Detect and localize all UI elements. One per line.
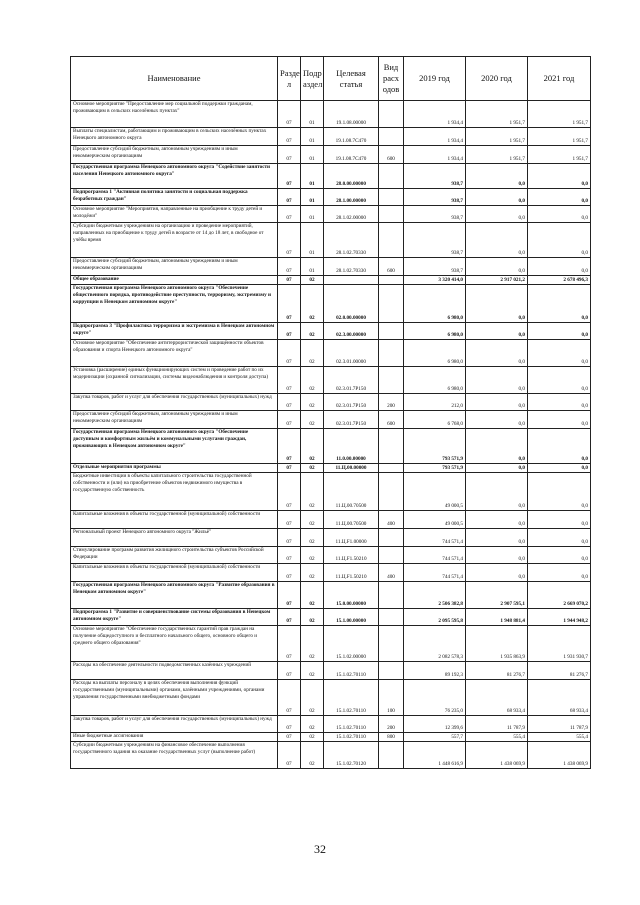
- row-vid: 600: [379, 146, 404, 164]
- row-2020: 0,0: [466, 189, 528, 206]
- row-name: Основное мероприятие "Мероприятия, направленные на приобщение к труду детей и молодёжи": [71, 206, 278, 223]
- row-vid: 200: [379, 716, 404, 733]
- row-podrazdel: 01: [301, 128, 324, 146]
- row-2020: 68 933,4: [466, 680, 528, 716]
- table-row: [71, 464, 591, 473]
- row-razdel: 07: [278, 276, 301, 285]
- row-razdel: 07: [278, 411, 301, 429]
- header-2021: 2021 год: [528, 57, 591, 101]
- table-row: [71, 582, 591, 609]
- row-razdel: 07: [278, 716, 301, 733]
- row-podrazdel: 02: [301, 662, 324, 680]
- row-podrazdel: 01: [301, 146, 324, 164]
- row-podrazdel: 02: [301, 394, 324, 411]
- row-razdel: 07: [278, 680, 301, 716]
- row-2019: 49 000,5: [404, 473, 466, 511]
- row-vid: [379, 547, 404, 564]
- row-name: Выплаты специалистам, работающим и проживающим в сельских населённых пунктах Ненецкого автономного округа: [71, 128, 278, 146]
- row-target: 19.1.08.00000: [324, 101, 379, 128]
- row-2021: 2 669 070,2: [528, 582, 591, 609]
- row-name: Общее образование: [71, 276, 278, 285]
- row-name: Иные бюджетные ассигнования: [71, 733, 278, 742]
- row-2020: 0,0: [466, 340, 528, 367]
- row-podrazdel: 02: [301, 323, 324, 340]
- row-target: 28.1.02.70330: [324, 223, 379, 258]
- row-2021: 0,0: [528, 206, 591, 223]
- row-vid: [379, 464, 404, 473]
- row-2019: 212,0: [404, 394, 466, 411]
- row-2020: 0,0: [466, 206, 528, 223]
- row-2020: 0,0: [466, 411, 528, 429]
- row-2020: 1 935 863,9: [466, 626, 528, 662]
- row-2020: 0,0: [466, 394, 528, 411]
- row-name: Основное мероприятие "Обеспечение антитеррористической защищённости объектов образования и спорта Ненецкого автономного округа": [71, 340, 278, 367]
- row-name: Государственная программа Ненецкого автономного округа "Обеспечение общественного порядка, противодействие преступности, терроризму, экстремизму и коррупции в Ненецком автономном округе": [71, 285, 278, 323]
- table-row: [71, 276, 591, 285]
- row-razdel: 07: [278, 547, 301, 564]
- row-2019: 2 095 595,8: [404, 609, 466, 626]
- row-target: 28.1.02.70330: [324, 258, 379, 276]
- row-name: Предоставление субсидий бюджетным, автономным учреждениям и иным некоммерческим организациям: [71, 258, 278, 276]
- row-2021: 0,0: [528, 223, 591, 258]
- row-2020: 81 276,7: [466, 662, 528, 680]
- row-razdel: 07: [278, 529, 301, 547]
- row-name: Расходы на обеспечение деятельности подведомственных казённых учреждений: [71, 662, 278, 680]
- row-2020: 0,0: [466, 223, 528, 258]
- row-2021: 0,0: [528, 464, 591, 473]
- row-2021: 0,0: [528, 411, 591, 429]
- row-2020: 1 951,7: [466, 101, 528, 128]
- row-2019: 938,7: [404, 206, 466, 223]
- row-podrazdel: 01: [301, 258, 324, 276]
- row-razdel: 07: [278, 323, 301, 340]
- row-target: 19.1.08.7С470: [324, 128, 379, 146]
- row-target: 11.Ц.00.70500: [324, 511, 379, 529]
- row-2021: 0,0: [528, 473, 591, 511]
- row-2021: 1 951,7: [528, 101, 591, 128]
- row-name: Субсидии бюджетным учреждениям на организацию и проведение мероприятий, направленных на приобщение к труду детей в возрасте от 14 до 18 лет, в свободное от учёбы время: [71, 223, 278, 258]
- row-name: Подпрограмма 3 "Профилактика терроризма и экстремизма в Ненецком автономном округе": [71, 323, 278, 340]
- row-target: 11.Ц.F1.50210: [324, 547, 379, 564]
- row-razdel: 07: [278, 101, 301, 128]
- row-podrazdel: 02: [301, 680, 324, 716]
- row-vid: [379, 223, 404, 258]
- row-2020: 11 787,9: [466, 716, 528, 733]
- row-podrazdel: 02: [301, 276, 324, 285]
- row-podrazdel: 02: [301, 733, 324, 742]
- table-row: [71, 680, 591, 716]
- row-target: 28.1.00.00000: [324, 189, 379, 206]
- row-2019: 938,7: [404, 258, 466, 276]
- row-razdel: 07: [278, 258, 301, 276]
- row-2019: 557,7: [404, 733, 466, 742]
- row-2020: 0,0: [466, 285, 528, 323]
- row-target: [324, 276, 379, 285]
- row-2019: 12 399,6: [404, 716, 466, 733]
- row-target: 11.0.00.00000: [324, 429, 379, 464]
- row-vid: [379, 101, 404, 128]
- row-2019: 6 980,0: [404, 340, 466, 367]
- row-target: 02.3.01.7Р150: [324, 411, 379, 429]
- table-row: [71, 429, 591, 464]
- header-row: [71, 57, 591, 101]
- row-2019: 6 980,0: [404, 323, 466, 340]
- row-target: 11.Ц.F1.00000: [324, 529, 379, 547]
- row-target: 15.1.02.70120: [324, 742, 379, 769]
- row-2019: 2 082 578,3: [404, 626, 466, 662]
- row-2021: 2 678 496,3: [528, 276, 591, 285]
- row-2020: 1 951,7: [466, 146, 528, 164]
- row-podrazdel: 01: [301, 189, 324, 206]
- table-row: [71, 128, 591, 146]
- row-2021: 68 933,4: [528, 680, 591, 716]
- row-podrazdel: 02: [301, 473, 324, 511]
- row-2021: 0,0: [528, 547, 591, 564]
- row-target: 02.3.00.00000: [324, 323, 379, 340]
- row-name: Закупка товаров, работ и услуг для обеспечения государственных (муниципальных) нужд: [71, 716, 278, 733]
- row-2021: 0,0: [528, 164, 591, 189]
- row-name: Государственная программа Ненецкого автономного округа "Обеспечение доступным и комфортным жильём и коммунальными услугами граждан, проживающих в Ненецком автономном округе": [71, 429, 278, 464]
- row-2019: 744 571,4: [404, 529, 466, 547]
- row-vid: [379, 367, 404, 394]
- row-2021: 0,0: [528, 511, 591, 529]
- row-vid: [379, 662, 404, 680]
- row-podrazdel: 02: [301, 547, 324, 564]
- row-name: Закупка товаров, работ и услуг для обеспечения государственных (муниципальных) нужд: [71, 394, 278, 411]
- row-name: Государственная программа Ненецкого автономного округа "Содействие занятости населения Ненецкого автономного округа": [71, 164, 278, 189]
- row-2019: 938,7: [404, 223, 466, 258]
- table-row: [71, 146, 591, 164]
- row-target: 02.3.01.7Р150: [324, 367, 379, 394]
- table-row: [71, 394, 591, 411]
- row-vid: 100: [379, 680, 404, 716]
- row-target: 02.3.01.7Р150: [324, 394, 379, 411]
- row-podrazdel: 01: [301, 206, 324, 223]
- row-2020: 2 917 021,2: [466, 276, 528, 285]
- row-2019: 3 320 414,0: [404, 276, 466, 285]
- row-vid: 200: [379, 394, 404, 411]
- row-2020: 0,0: [466, 367, 528, 394]
- row-2019: 938,7: [404, 189, 466, 206]
- row-target: 11.Ц.00.00000: [324, 464, 379, 473]
- row-2020: 0,0: [466, 429, 528, 464]
- row-podrazdel: 02: [301, 582, 324, 609]
- header-target: Целевая статья: [324, 57, 379, 101]
- row-podrazdel: 02: [301, 742, 324, 769]
- row-vid: [379, 276, 404, 285]
- row-2021: 0,0: [528, 529, 591, 547]
- row-podrazdel: 02: [301, 285, 324, 323]
- row-2020: 555,4: [466, 733, 528, 742]
- header-name: Наименование: [71, 57, 278, 101]
- row-target: 02.0.00.00000: [324, 285, 379, 323]
- row-2019: 744 571,4: [404, 547, 466, 564]
- row-vid: 400: [379, 511, 404, 529]
- row-vid: [379, 206, 404, 223]
- row-podrazdel: 02: [301, 411, 324, 429]
- table-row: [71, 547, 591, 564]
- budget-table: [70, 56, 591, 769]
- row-name: Предоставление субсидий бюджетным, автономным учреждениям и иным некоммерческим организациям: [71, 146, 278, 164]
- row-razdel: 07: [278, 564, 301, 582]
- row-2021: 0,0: [528, 367, 591, 394]
- row-2020: 0,0: [466, 564, 528, 582]
- row-vid: [379, 128, 404, 146]
- row-target: 15.1.02.70110: [324, 680, 379, 716]
- table-row: [71, 101, 591, 128]
- row-name: Предоставление субсидий бюджетным, автономным учреждениям и иным некоммерческим организациям: [71, 411, 278, 429]
- row-2019: 6 980,0: [404, 285, 466, 323]
- row-name: Основное мероприятие "Обеспечение государственных гарантий прав граждан на получение общедоступного и бесплатного начального общего, основного общего и среднего общего образования": [71, 626, 278, 662]
- row-target: 28.0.00.00000: [324, 164, 379, 189]
- row-name: Государственная программа Ненецкого автономного округа "Развитие образования в Ненецком автономном округе": [71, 582, 278, 609]
- table-row: [71, 626, 591, 662]
- table-row: [71, 564, 591, 582]
- table-row: [71, 223, 591, 258]
- header-podrazdel: Подр аздел: [301, 57, 324, 101]
- table-row: [71, 258, 591, 276]
- row-razdel: 07: [278, 582, 301, 609]
- row-2021: 0,0: [528, 394, 591, 411]
- row-target: 11.Ц.F1.50210: [324, 564, 379, 582]
- row-2019: 1 934,4: [404, 101, 466, 128]
- row-2021: 0,0: [528, 189, 591, 206]
- row-razdel: 07: [278, 609, 301, 626]
- table-row: [71, 285, 591, 323]
- header-2019: 2019 год: [404, 57, 466, 101]
- row-2021: 0,0: [528, 285, 591, 323]
- row-2021: 81 276,7: [528, 662, 591, 680]
- row-podrazdel: 01: [301, 101, 324, 128]
- row-name: Установка (расширение) единых функционирующих систем и проведение работ по их модернизации (охранной сигнализации, системы видеонаблюдения и контроля доступа): [71, 367, 278, 394]
- row-podrazdel: 02: [301, 716, 324, 733]
- row-2019: 1 448 616,9: [404, 742, 466, 769]
- row-name: Капитальные вложения в объекты государственной (муниципальной) собственности: [71, 511, 278, 529]
- row-2021: 555,4: [528, 733, 591, 742]
- table-row: [71, 609, 591, 626]
- row-razdel: 07: [278, 146, 301, 164]
- table-row: [71, 742, 591, 769]
- row-razdel: 07: [278, 473, 301, 511]
- row-podrazdel: 02: [301, 564, 324, 582]
- row-razdel: 07: [278, 285, 301, 323]
- table-row: [71, 716, 591, 733]
- row-vid: [379, 626, 404, 662]
- row-2019: 1 934,4: [404, 146, 466, 164]
- table-row: [71, 206, 591, 223]
- row-target: 15.1.02.70110: [324, 662, 379, 680]
- table-row: [71, 411, 591, 429]
- row-2020: 0,0: [466, 164, 528, 189]
- row-2019: 793 571,9: [404, 464, 466, 473]
- row-name: Основное мероприятие "Предоставление мер социальной поддержки гражданам, проживающим в сельских населённых пунктах": [71, 101, 278, 128]
- row-2021: 0,0: [528, 323, 591, 340]
- row-podrazdel: 02: [301, 609, 324, 626]
- row-podrazdel: 02: [301, 367, 324, 394]
- row-2020: 2 907 595,1: [466, 582, 528, 609]
- row-vid: [379, 323, 404, 340]
- row-2019: 76 235,0: [404, 680, 466, 716]
- row-name: Подпрограмма 1 "Активная политика занятости и социальная поддержка безработных граждан": [71, 189, 278, 206]
- row-vid: [379, 473, 404, 511]
- row-name: Расходы на выплаты персоналу в целях обеспечения выполнения функций государственными (муниципальными) органами, казёнными учреждениями, органами управления государственными внебюджетными фондами: [71, 680, 278, 716]
- row-2021: 1 951,7: [528, 128, 591, 146]
- row-target: 02.3.01.00000: [324, 340, 379, 367]
- row-vid: 600: [379, 411, 404, 429]
- row-vid: [379, 429, 404, 464]
- header-vid: Вид расх одов: [379, 57, 404, 101]
- row-razdel: 07: [278, 464, 301, 473]
- row-2019: 2 506 382,8: [404, 582, 466, 609]
- row-2020: 0,0: [466, 511, 528, 529]
- header-2020: 2020 год: [466, 57, 528, 101]
- row-vid: [379, 189, 404, 206]
- row-target: 11.Ц.00.70500: [324, 473, 379, 511]
- table-row: [71, 323, 591, 340]
- table-row: [71, 529, 591, 547]
- row-vid: [379, 340, 404, 367]
- budget-table-wrap: [70, 56, 590, 769]
- table-row: [71, 189, 591, 206]
- row-2021: 1 931 930,7: [528, 626, 591, 662]
- table-row: [71, 662, 591, 680]
- row-razdel: 07: [278, 394, 301, 411]
- row-2021: 0,0: [528, 258, 591, 276]
- row-target: 28.1.02.00000: [324, 206, 379, 223]
- row-vid: [379, 742, 404, 769]
- row-2020: 0,0: [466, 258, 528, 276]
- row-2020: 0,0: [466, 547, 528, 564]
- row-2019: 6 980,0: [404, 367, 466, 394]
- table-row: [71, 164, 591, 189]
- row-2021: 1 438 069,9: [528, 742, 591, 769]
- row-target: 15.1.00.00000: [324, 609, 379, 626]
- row-2020: 1 951,7: [466, 128, 528, 146]
- row-2019: 89 192,3: [404, 662, 466, 680]
- row-target: 19.1.08.7С470: [324, 146, 379, 164]
- row-name: Бюджетные инвестиции в объекты капитального строительства государственной собственности и (или) на приобретение объектов недвижимого имущества в государственную собственность: [71, 473, 278, 511]
- table-row: [71, 340, 591, 367]
- row-podrazdel: 01: [301, 223, 324, 258]
- row-podrazdel: 02: [301, 340, 324, 367]
- row-2021: 11 787,9: [528, 716, 591, 733]
- row-name: Подпрограмма 1 "Развитие и совершенствование системы образования в Ненецком автономном округе": [71, 609, 278, 626]
- row-name: Капитальные вложения в объекты государственной (муниципальной) собственности: [71, 564, 278, 582]
- header-razdel: Разде л: [278, 57, 301, 101]
- table-row: [71, 473, 591, 511]
- row-2020: 0,0: [466, 464, 528, 473]
- row-name: Отдельные мероприятия программы: [71, 464, 278, 473]
- row-podrazdel: 02: [301, 464, 324, 473]
- row-vid: [379, 285, 404, 323]
- row-target: 15.1.02.70110: [324, 733, 379, 742]
- row-vid: [379, 609, 404, 626]
- row-2019: 6 768,0: [404, 411, 466, 429]
- row-razdel: 07: [278, 340, 301, 367]
- row-2019: 1 934,4: [404, 128, 466, 146]
- row-2020: 0,0: [466, 323, 528, 340]
- row-2020: 0,0: [466, 473, 528, 511]
- row-podrazdel: 02: [301, 529, 324, 547]
- row-podrazdel: 01: [301, 164, 324, 189]
- row-2019: 938,7: [404, 164, 466, 189]
- row-razdel: 07: [278, 223, 301, 258]
- table-row: [71, 511, 591, 529]
- row-target: 15.1.02.00000: [324, 626, 379, 662]
- row-2019: 793 571,9: [404, 429, 466, 464]
- row-2021: 1 944 948,2: [528, 609, 591, 626]
- row-razdel: 07: [278, 429, 301, 464]
- row-2020: 0,0: [466, 529, 528, 547]
- row-target: 15.0.00.00000: [324, 582, 379, 609]
- row-razdel: 07: [278, 189, 301, 206]
- table-body: [71, 101, 591, 769]
- row-vid: 400: [379, 564, 404, 582]
- row-target: 15.1.02.70110: [324, 716, 379, 733]
- page-number: 32: [314, 842, 326, 856]
- row-vid: [379, 164, 404, 189]
- row-2021: 0,0: [528, 340, 591, 367]
- row-2019: 744 571,4: [404, 564, 466, 582]
- row-razdel: 07: [278, 626, 301, 662]
- row-razdel: 07: [278, 742, 301, 769]
- row-name: Стимулирование программ развития жилищного строительства субъектов Российской Федерации: [71, 547, 278, 564]
- row-vid: [379, 529, 404, 547]
- row-razdel: 07: [278, 128, 301, 146]
- row-2019: 49 000,5: [404, 511, 466, 529]
- row-vid: [379, 582, 404, 609]
- row-2021: 1 951,7: [528, 146, 591, 164]
- row-vid: 600: [379, 258, 404, 276]
- row-2021: 0,0: [528, 564, 591, 582]
- row-name: Региональный проект Ненецкого автономного округа "Жильё": [71, 529, 278, 547]
- row-2021: 0,0: [528, 429, 591, 464]
- row-razdel: 07: [278, 367, 301, 394]
- row-razdel: 07: [278, 206, 301, 223]
- table-row: [71, 733, 591, 742]
- row-podrazdel: 02: [301, 511, 324, 529]
- row-razdel: 07: [278, 733, 301, 742]
- table-row: [71, 367, 591, 394]
- row-podrazdel: 02: [301, 429, 324, 464]
- row-vid: 800: [379, 733, 404, 742]
- row-2020: 1 948 881,4: [466, 609, 528, 626]
- row-razdel: 07: [278, 511, 301, 529]
- row-2020: 1 438 069,9: [466, 742, 528, 769]
- row-razdel: 07: [278, 662, 301, 680]
- row-razdel: 07: [278, 164, 301, 189]
- row-name: Субсидии бюджетным учреждениям на финансовое обеспечение выполнения государственного задания на оказание государственных услуг (выполнение работ): [71, 742, 278, 769]
- row-podrazdel: 02: [301, 626, 324, 662]
